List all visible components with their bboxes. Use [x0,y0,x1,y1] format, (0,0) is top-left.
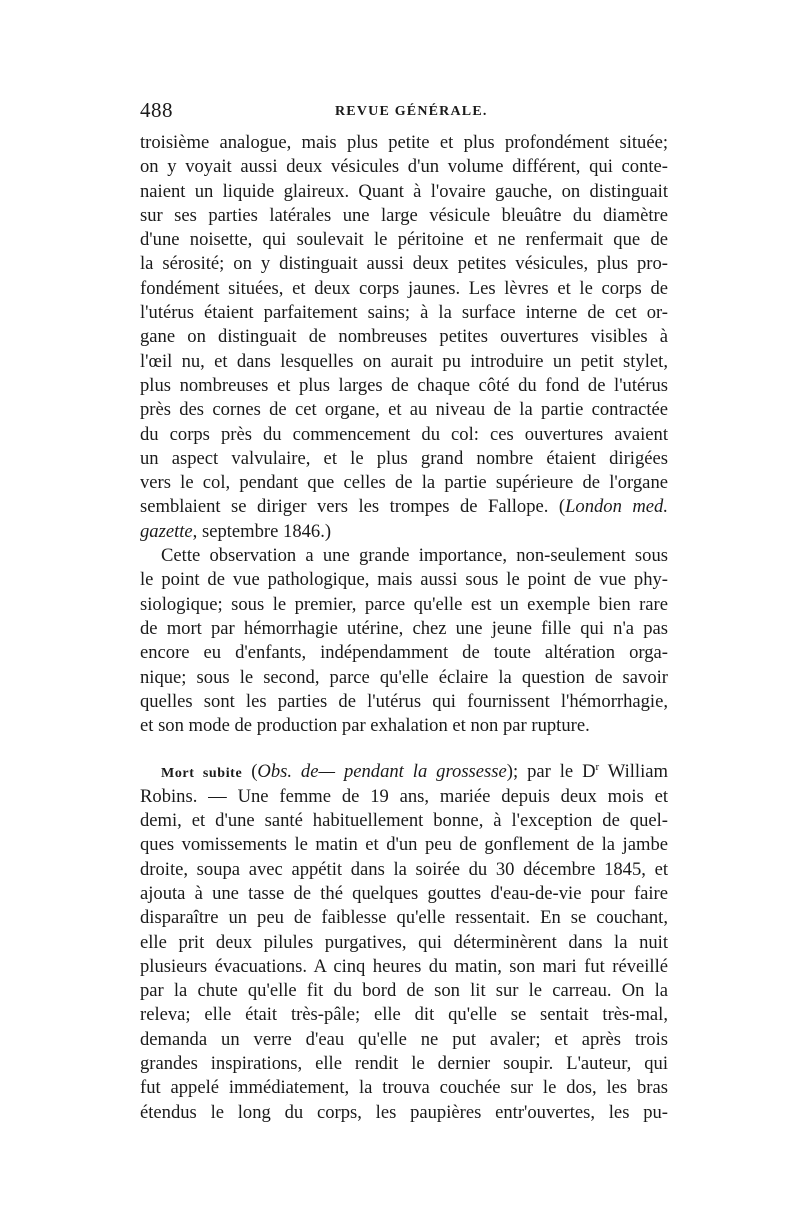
text-line: ques vomissements le matin et d'un peu de gonflement de la jambe [140,834,668,856]
text-line: gane on distinguait de nombreuses petites ouvertures visibles à [140,326,668,348]
citation-title: London med. [565,496,668,518]
page-header [140,98,668,128]
author-name: William [599,761,668,783]
text-line: disparaître un peu de faiblesse qu'elle ressentait. En se couchant, [140,907,668,929]
text-line: elle prit deux pilules purgatives, qui déterminèrent dans la nuit [140,931,668,953]
running-title: REVUE GÉNÉRALE. [335,104,488,119]
text-line: siologique; sous le premier, parce qu'elle est un exemple bien rare [140,593,668,615]
text-line: demanda un verre d'eau qu'elle ne put avaler; et après trois [140,1028,668,1050]
text-run: ); par le D [506,761,596,783]
page-number: 488 [140,98,173,122]
text-run: semblaient se diriger vers les trompes de Fallope. ( [140,496,566,518]
citation-title: gazette [140,520,193,542]
text-line: encore eu d'enfants, indépendamment de toute altération orga- [140,642,668,664]
text-line [140,520,668,544]
paragraph-commentary [140,544,668,738]
text-line: naient un liquide glaireux. Quant à l'ovaire gauche, on distinguait [140,180,668,202]
text-line [140,495,668,519]
text-line: l'œil nu, et dans lesquelles on aurait pu introduire un petit stylet, [140,350,668,372]
text-line: fondément situées, et deux corps jaunes. Les lèvres et le corps de [140,277,668,299]
text-run: ( [242,761,258,783]
text-line: ajouta à une tasse de thé quelques gouttes d'eau-de-vie pour faire [140,882,668,904]
text-line: on y voyait aussi deux vésicules d'un volume différent, qui conte- [140,156,668,178]
text-line: Cette observation a une grande importance, non-seulement sous [161,545,668,567]
paragraph-observation-end [140,131,668,544]
text-line: et son mode de production par exhalation et non par rupture. [140,715,590,737]
text-line: la sérosité; on y distinguait aussi deux petites vésicules, plus pro- [140,253,668,275]
paragraph-mort-subite [140,760,668,1124]
text-line: un aspect valvulaire, et le plus grand nombre étaient dirigées [140,447,668,469]
text-line: troisième analogue, mais plus petite et plus profondément située; [140,132,668,153]
text-line: fut appelé immédiatement, la trouva couchée sur le dos, les bras [140,1077,668,1099]
text-line: Robins. — Une femme de 19 ans, mariée depuis deux mois et [140,785,668,807]
text-line: quelles sont les parties de l'utérus qui fournissent l'hémorrhagie, [140,690,668,712]
text-line: près des cornes de cet organe, et au niveau de la partie contractée [140,399,668,421]
citation-date: , septembre 1846.) [192,520,332,542]
text-line: releva; elle était très-pâle; elle dit qu'elle se sentait très-mal, [140,1004,668,1026]
text-line: demi, et d'une santé habituellement bonne, à l'exception de quel- [140,810,668,832]
text-line: droite, soupa avec appétit dans la soirée du 30 décembre 1845, et [140,858,668,880]
text-line: le point de vue pathologique, mais aussi sous le point de vue phy- [140,569,668,591]
text-line: sur ses parties latérales une large vésicule bleuâtre du diamètre [140,204,668,226]
paragraph-spacer [140,738,668,760]
text-line: l'utérus étaient parfaitement sains; à la surface interne de cet or- [140,302,668,324]
text-line: grandes inspirations, elle rendit le dernier soupir. L'auteur, qui [140,1052,668,1074]
text-line: vers le col, pendant que celles de la partie supérieure de l'organe [140,472,668,494]
text-line [140,760,668,784]
text-line: plusieurs évacuations. A cinq heures du matin, son mari fut réveillé [140,955,668,977]
section-lead-in: Mort subite [161,766,243,782]
text-line: du corps près du commencement du col: ces ouvertures avaient [140,423,668,445]
text-line: étendus le long du corps, les paupières entr'ouvertes, les pu- [140,1101,668,1123]
text-line: plus nombreuses et plus larges de chaque côté du fond de l'utérus [140,374,668,396]
text-line: d'une noisette, qui soulevait le péritoine et ne renfermait que de [140,229,668,251]
text-line: par la chute qu'elle fit du bord de son lit sur le carreau. On la [140,980,668,1002]
superscript: r [595,761,600,774]
text-line: de mort par hémorrhagie utérine, chez une jeune fille qui n'a pas [140,617,668,639]
section-subtitle: Obs. de— pendant la grossesse [257,761,507,783]
body-text [140,131,668,1125]
text-line: nique; sous le second, parce qu'elle éclaire la question de savoir [140,666,668,688]
